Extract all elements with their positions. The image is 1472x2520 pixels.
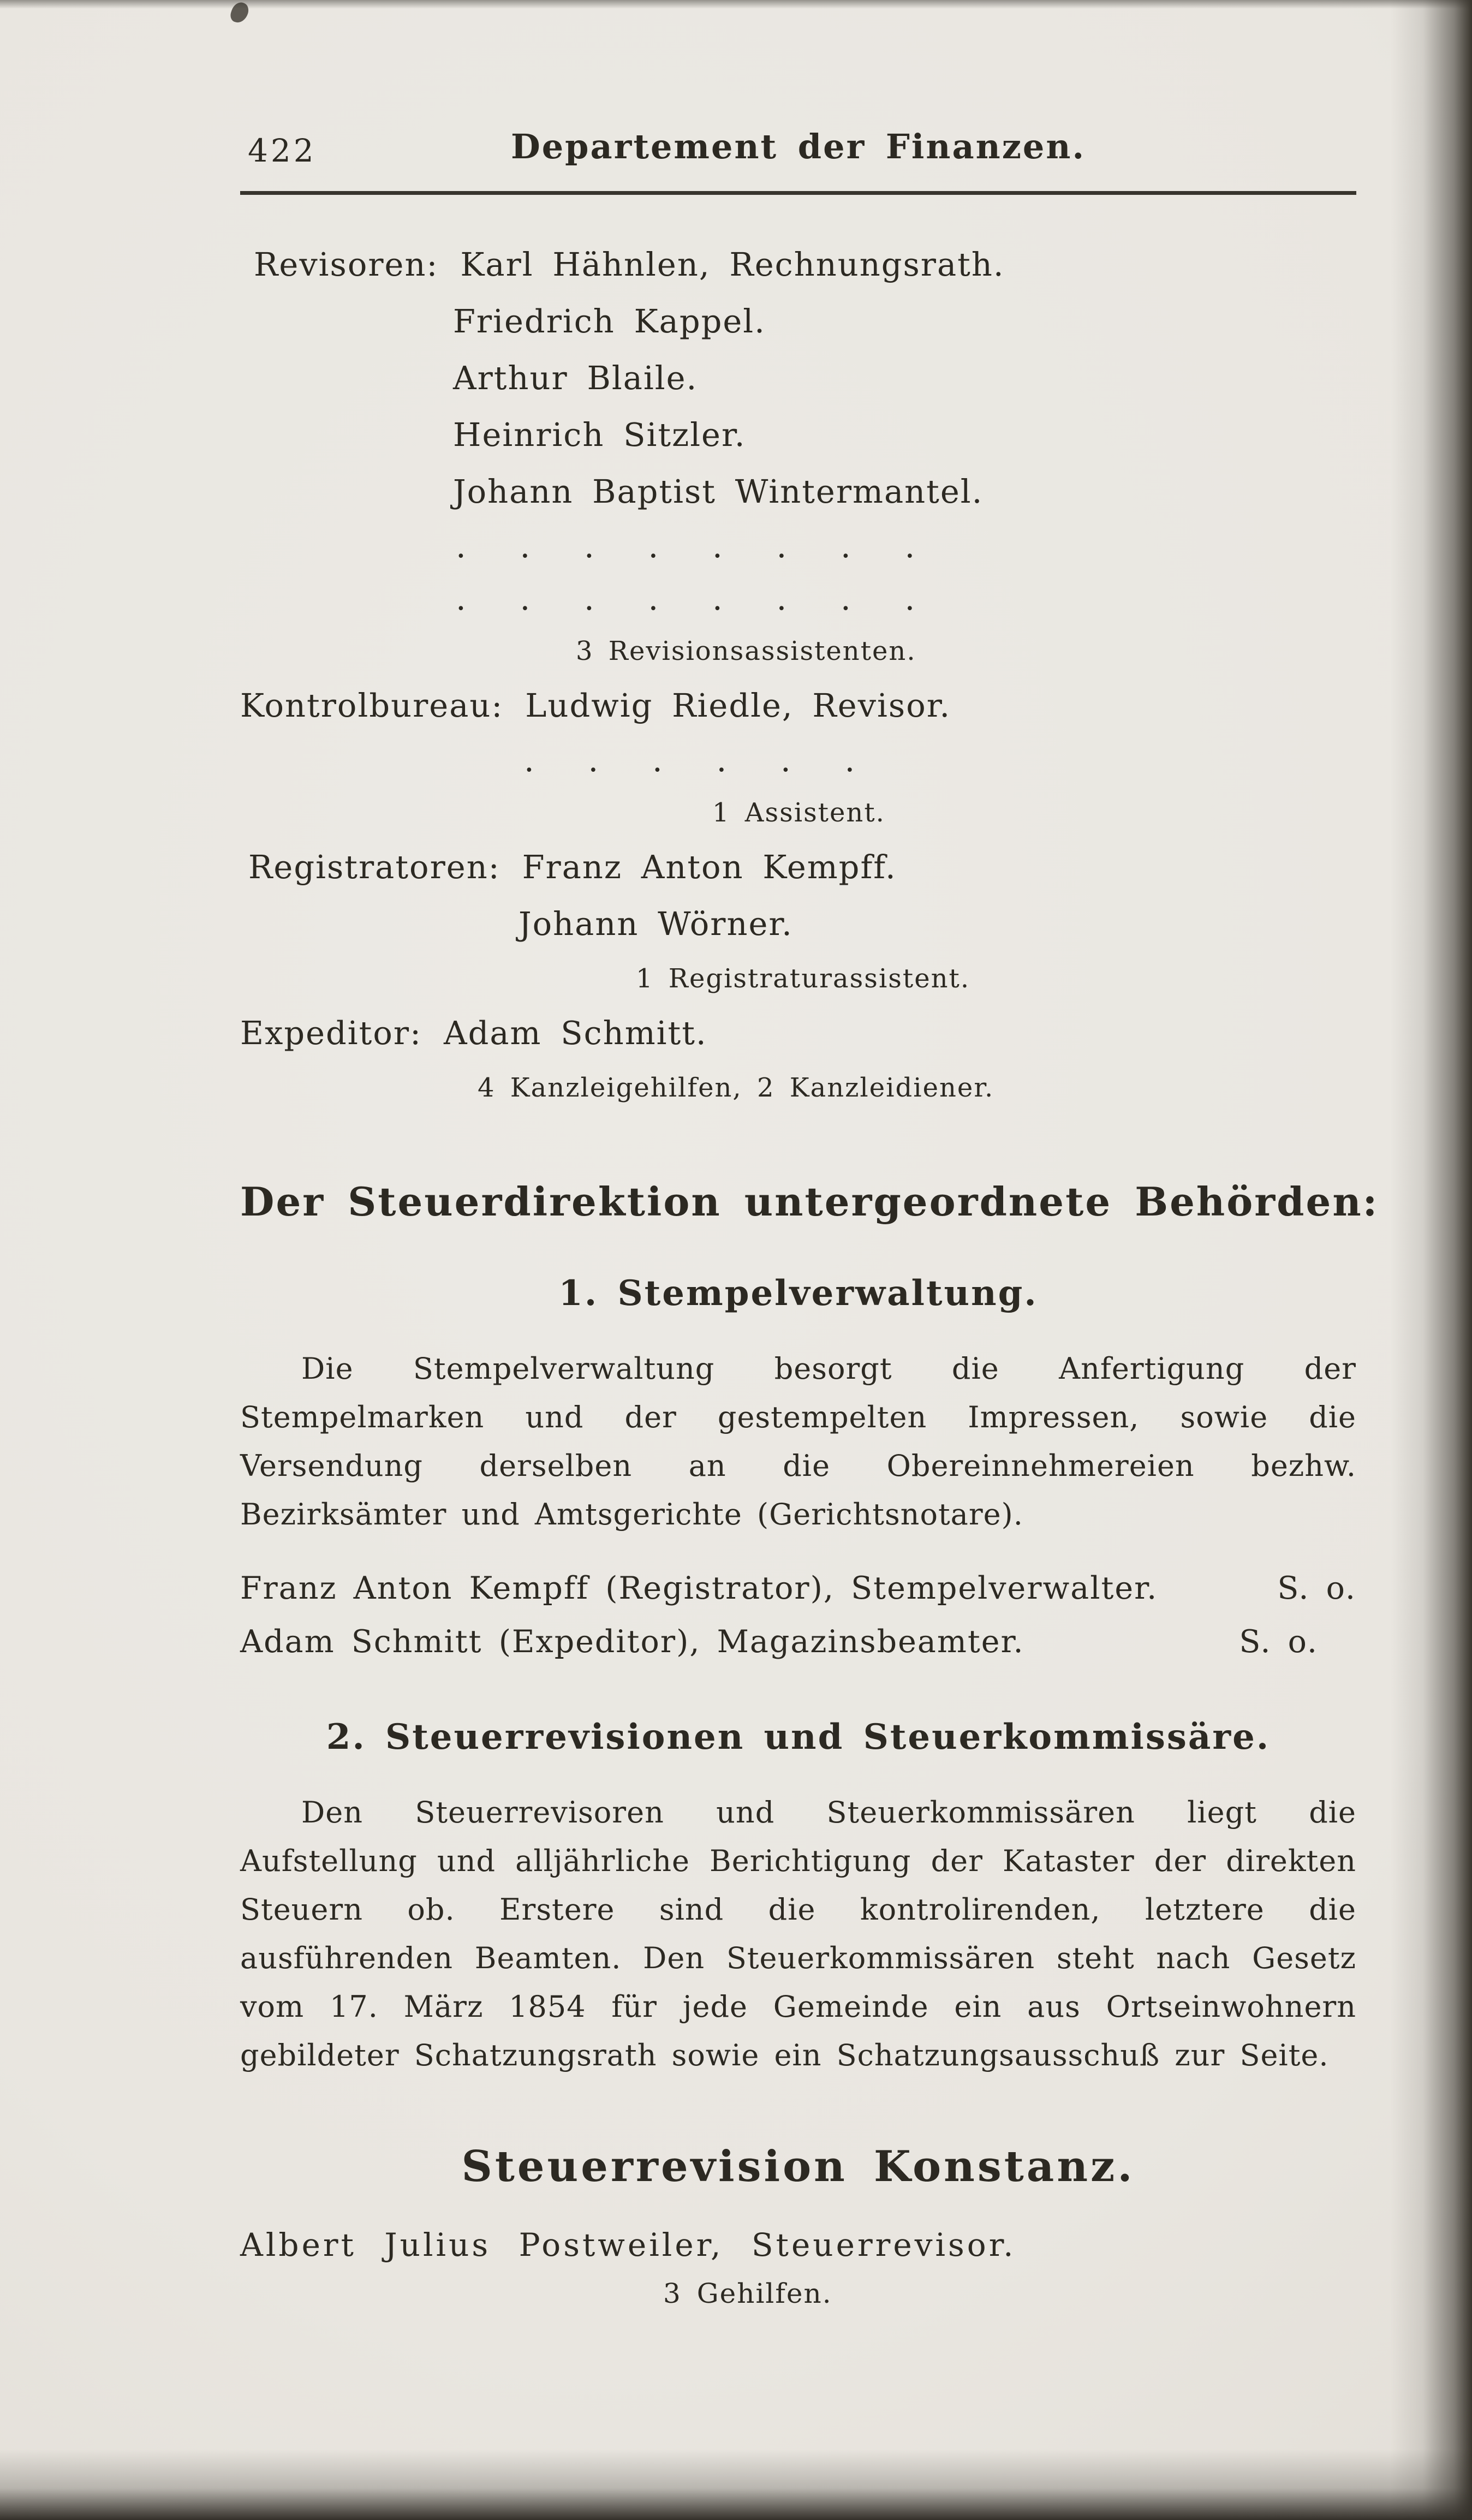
steuerrevisionen-heading: 2. Steuerrevisionen und Steuerkommissäre. [326, 1717, 1271, 1758]
stempel-officials [240, 1562, 1356, 1669]
header-rule [240, 191, 1356, 195]
revisoren-line [240, 236, 1356, 293]
registratoren-label: Registratoren: [248, 848, 500, 886]
running-header: Departement der Finanzen. [510, 127, 1086, 166]
revisor-name: Johann Baptist Wintermantel. [453, 473, 984, 510]
revisions-assistants-count: 3 Revisionsassistenten. [576, 636, 916, 666]
official-name: Adam Schmitt (Expeditor), Magazinsbeamter. [240, 1624, 1024, 1660]
revisor-name: Karl Hähnlen, Rechnungsrath. [460, 246, 1005, 283]
expeditor-name: Adam Schmitt. [443, 1014, 707, 1052]
official-name: Franz Anton Kempff (Registrator), Stempelverwalter. [240, 1570, 1158, 1606]
dotted-leader: . . . . . . [524, 741, 855, 779]
konstanz-official: Albert Julius Postweiler, Steuerrevisor. [240, 2226, 1016, 2263]
page-number: 422 [248, 132, 317, 169]
registratoren-line [240, 839, 1356, 896]
scan-edge-top [0, 0, 1472, 9]
dotted-leader: . . . . . . . . [456, 580, 915, 617]
scan-edge-right [1390, 0, 1472, 2520]
steuerrevision-konstanz-heading: Steuerrevision Konstanz. [461, 2142, 1135, 2191]
kontrolbureau-label: Kontrolbureau: [240, 687, 504, 724]
subordinate-authorities-heading: Der Steuerdirektion untergeordnete Behörden: [240, 1178, 1379, 1225]
revisor-name: Heinrich Sitzler. [453, 416, 746, 454]
official-reference: S. o. [1277, 1570, 1356, 1606]
expeditor-label: Expeditor: [240, 1014, 422, 1052]
stempelverwaltung-heading: 1. Stempelverwaltung. [558, 1273, 1038, 1314]
revisoren-label: Revisoren: [254, 246, 439, 283]
expeditor-line [240, 1005, 1356, 1062]
kontrolbureau-line [240, 677, 1356, 734]
steuerrevisionen-paragraph: Den Steuerrevisoren und Steuerkommissären liegt die Aufstellung und alljährliche Berichtigung der Kataster der direkten Steuern ob. Erstere sind die kontrolirenden, letztere die ausführenden Beamten. Den Steuerkommissären steht nach Gesetz vom 17. März 1854 für jede Gemeinde ein aus Ortseinwohnern gebildeter Schatzungsrath sowie ein Schatzungsausschuß zur Seite. [240, 1795, 1356, 2072]
official-line [240, 1615, 1356, 1669]
kanzlei-counts: 4 Kanzleigehilfen, 2 Kanzleidiener. [478, 1073, 994, 1103]
official-reference: S. o. [1239, 1624, 1318, 1660]
revisor-name: Friedrich Kappel. [453, 302, 766, 340]
revisor-name: Arthur Blaile. [453, 359, 698, 397]
official-line [240, 1562, 1356, 1615]
registrator-name: Johann Wörner. [519, 905, 793, 943]
registratur-assistant-count: 1 Registraturassistent. [636, 963, 970, 994]
staff-roster [240, 236, 1356, 1114]
kontrolbureau-name: Ludwig Riedle, Revisor. [525, 687, 951, 724]
scan-edge-bottom [0, 2449, 1472, 2520]
stempelverwaltung-paragraph: Die Stempelverwaltung besorgt die Anfertigung der Stempelmarken und der gestempelten Impressen, sowie die Versendung derselben an die Obereinnehmereien bezhw. Bezirksämter und Amtsgerichte (Gerichtsnotare). [240, 1351, 1356, 1532]
registrator-name: Franz Anton Kempff. [522, 848, 897, 886]
text-column [240, 127, 1379, 2309]
assistant-count: 1 Assistent. [712, 797, 885, 828]
konstanz-assistants-count: 3 Gehilfen. [663, 2278, 832, 2309]
page-header [240, 127, 1356, 177]
dotted-leader: . . . . . . . . [456, 527, 915, 565]
